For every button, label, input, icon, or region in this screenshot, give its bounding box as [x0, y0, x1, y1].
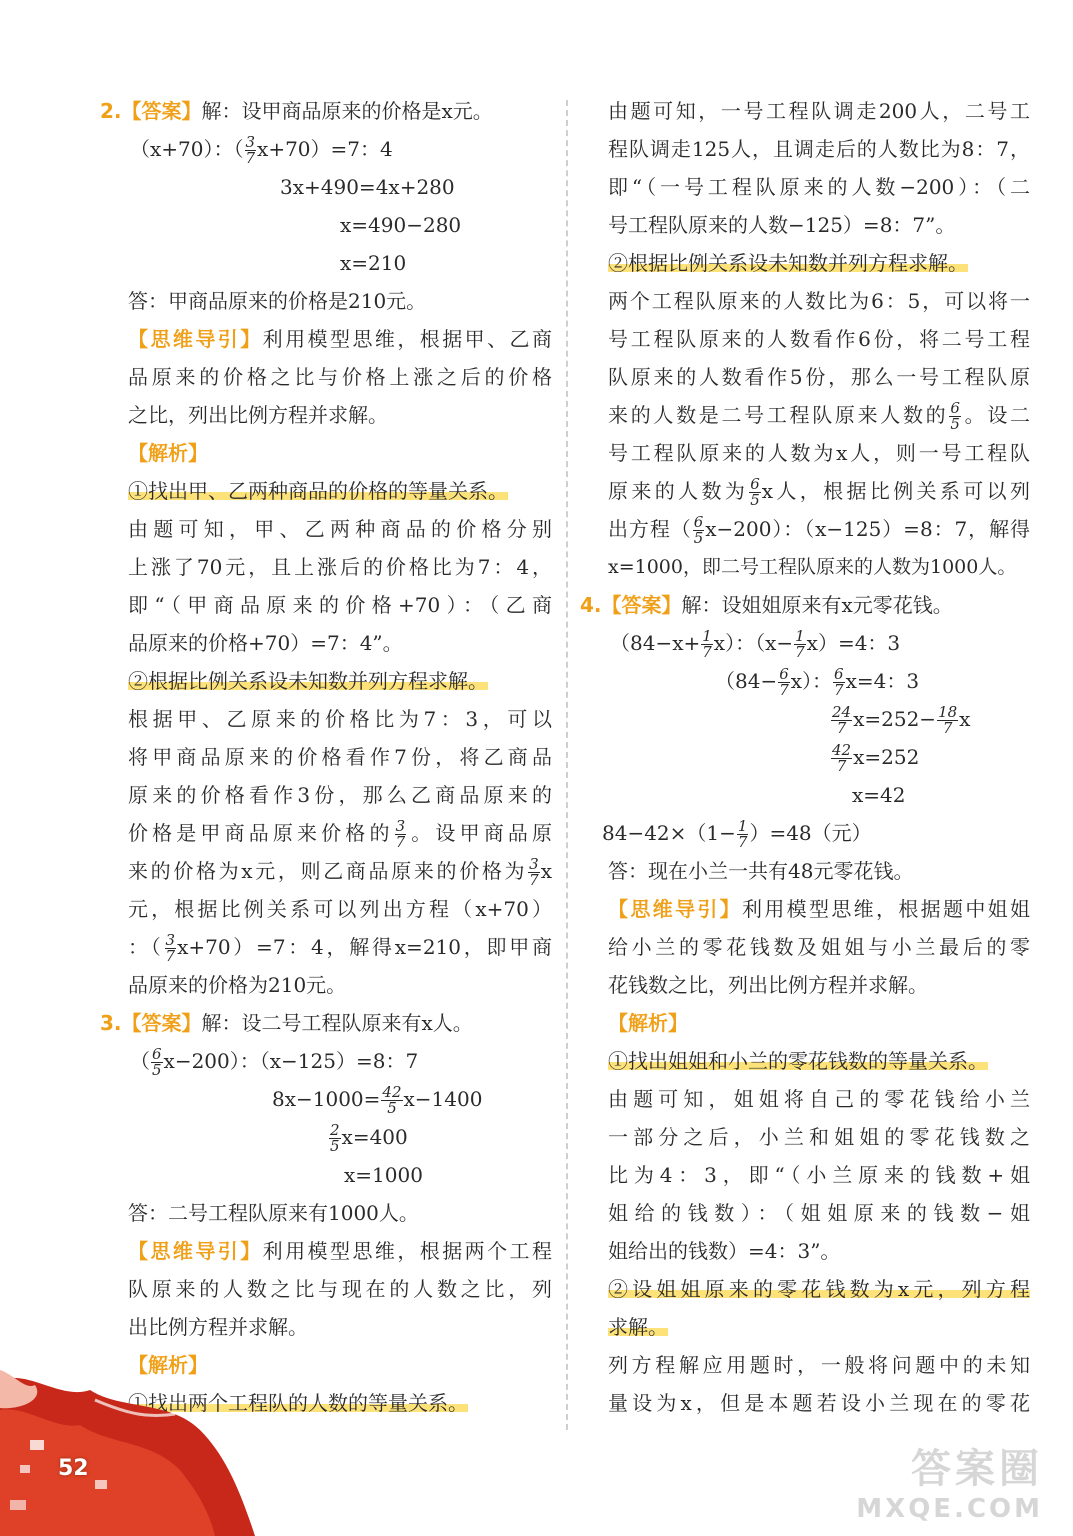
q3-heading: 3.【答案】解：设二号工程队原来有x人。 — [100, 1011, 473, 1035]
corner-decoration-icon — [0, 1370, 260, 1536]
q2-step2: ②根据比例关系设未知数并列方程求解。 — [128, 669, 488, 693]
q4-s1-l4: 姐给的钱数）：（姐姐原来的钱数−姐 — [608, 1201, 1030, 1225]
fraction: $\frac{3}{7}$ — [245, 133, 256, 167]
q4-step2: ②设姐姐原来的零花钱数为x元，列方程 — [608, 1277, 1030, 1301]
q4-eq2: （84− $\frac{6}{7}$ x）： $\frac{6}{7}$ x=4：3 — [715, 665, 920, 699]
q2-answer: 答：甲商品原来的价格是210元。 — [128, 289, 427, 313]
q4-eq5: x=42 — [852, 783, 906, 807]
q3c-step2: ②根据比例关系设未知数并列方程求解。 — [608, 251, 968, 275]
q2-step1: ①找出甲、乙两种商品的价格的等量关系。 — [128, 479, 508, 503]
q2-think-3: 之比，列出比例方程并求解。 — [128, 403, 388, 427]
q4-calc: 84−42×（1− $\frac{1}{7}$ ）=48（元） — [602, 817, 872, 851]
q4-eq1: （84−x+ $\frac{1}{7}$ x）：（x− $\frac{1}{7}$ x）=4：3 — [610, 627, 901, 661]
q2-s2-l5: 来的价格为x元，则乙商品原来的价格为 $\frac{3}{7}$ x — [128, 855, 552, 889]
q2-eq1: （x+70）：（ $\frac{3}{7}$ x+70）=7：4 — [130, 133, 393, 167]
q2-heading: 2.【答案】解：设甲商品原来的价格是x元。 — [100, 99, 493, 123]
q2-s2-l8: 品原来的价格为210元。 — [128, 973, 347, 997]
q3-eq4: x=1000 — [344, 1163, 423, 1187]
q3-jiexi-tag: 【解析】 — [128, 1353, 208, 1377]
q2-s2-l6: 元，根据比例关系可以列出方程（x+70） — [128, 897, 552, 921]
q3c-l5: 两个工程队原来的人数比为6：5，可以将一 — [608, 289, 1030, 313]
q2-s2-l3: 原来的价格看作3份，那么乙商品原来的 — [128, 783, 552, 807]
q3-eq2: 8x−1000= $\frac{42}{5}$ x−1400 — [272, 1083, 483, 1117]
q4-think: 【思维导引】利用模型思维，根据题中姐姐 — [608, 897, 1030, 921]
q4-s1-l2: 一部分之后，小兰和姐姐的零花钱数之 — [608, 1125, 1030, 1149]
q4-s1-l1: 由题可知，姐姐将自己的零花钱给小兰 — [608, 1087, 1030, 1111]
q4-step2-b: 求解。 — [608, 1315, 668, 1339]
q2-eq3: x=490−280 — [340, 213, 462, 237]
q3c-l4: 号工程队原来的人数−125）=8：7”。 — [608, 213, 956, 237]
q2-s2-l2: 将甲商品原来的价格看作7份，将乙商品 — [128, 745, 552, 769]
q3-think: 【思维导引】利用模型思维，根据两个工程 — [128, 1239, 553, 1263]
q4-s2-l1: 列方程解应用题时，一般将问题中的未知 — [608, 1353, 1030, 1377]
q4-s1-l5: 姐给出的钱数）=4：3”。 — [608, 1239, 841, 1263]
q4-answer: 答：现在小兰一共有48元零花钱。 — [608, 859, 914, 883]
q3-think-3: 出比例方程并求解。 — [128, 1315, 308, 1339]
q3c-l1: 由题可知，一号工程队调走200人，二号工 — [608, 99, 1030, 123]
q4-think-2: 给小兰的零花钱数及姐姐与小兰最后的零 — [608, 935, 1030, 959]
q3c-l7: 队原来的人数看作5份，那么一号工程队原 — [608, 365, 1030, 389]
q3c-l12: x=1000，即二号工程队原来的人数为1000人。 — [608, 556, 1017, 578]
q3c-l11: 出方程（ $\frac{6}{5}$ x−200）：（x−125）=8：7，解得 — [608, 513, 1030, 547]
q3-think-2: 队原来的人数之比与现在的人数之比，列 — [128, 1277, 552, 1301]
column-divider — [566, 100, 568, 1430]
q2-jiexi-tag: 【解析】 — [128, 441, 208, 465]
q3-eq1: （ $\frac{6}{5}$ x−200）：（x−125）=8：7 — [130, 1045, 419, 1079]
q4-heading: 4.【答案】解：设姐姐原来有x元零花钱。 — [580, 593, 953, 617]
right-column — [580, 92, 1030, 1422]
q4-think-3: 花钱数之比，列出比例方程并求解。 — [608, 973, 928, 997]
q4-jiexi-tag: 【解析】 — [608, 1011, 688, 1035]
q2-eq2: 3x+490=4x+280 — [280, 175, 455, 199]
q2-think-2: 品原来的价格之比与价格上涨之后的价格 — [128, 365, 552, 389]
watermark: 答案圈 MXQE.COM — [856, 1446, 1043, 1524]
q2-eq4: x=210 — [340, 251, 407, 275]
q4-eq3: $\frac{24}{7}$ x=252− $\frac{18}{7}$ x — [832, 703, 971, 737]
q3-eq3: $\frac{2}{5}$ x=400 — [330, 1121, 408, 1155]
q4-s2-l2: 量设为x，但是本题若设小兰现在的零花 — [608, 1391, 1030, 1415]
q2-s1-l1: 由题可知，甲、乙两种商品的价格分别 — [128, 517, 552, 541]
q2-s1-l3: 即“（甲商品原来的价格+70）：（乙商 — [128, 593, 552, 617]
q3c-l9: 号工程队原来的人数为x人，则一号工程队 — [608, 441, 1030, 465]
q2-s2-l7: ：（ $\frac{3}{7}$ x+70）=7：4，解得x=210，即甲商 — [128, 931, 553, 965]
q4-step1: ①找出姐姐和小兰的零花钱数的等量关系。 — [608, 1049, 988, 1073]
q3c-l8: 来的人数是二号工程队原来人数的 $\frac{6}{5}$ 。设二 — [608, 399, 1031, 433]
q2-think: 【思维导引】利用模型思维，根据甲、乙商 — [128, 327, 553, 351]
left-column — [100, 92, 552, 1422]
q3c-l3: 即“（一号工程队原来的人数−200）：（二 — [608, 175, 1030, 199]
q3c-l6: 号工程队原来的人数看作6份，将二号工程 — [608, 327, 1030, 351]
q4-s1-l3: 比为4：3，即“（小兰原来的钱数+姐 — [608, 1163, 1030, 1187]
q4-eq4: $\frac{42}{7}$ x=252 — [832, 741, 920, 775]
q2-s2-l4: 价格是甲商品原来价格的 $\frac{3}{7}$ 。设甲商品原 — [128, 817, 553, 851]
q3c-l2: 程队调走125人，且调走后的人数比为8：7， — [608, 137, 1030, 161]
q2-s1-l4: 品原来的价格+70）=7：4”。 — [128, 631, 403, 655]
q2-s2-l1: 根据甲、乙原来的价格比为7：3，可以 — [128, 707, 552, 731]
q3c-l10: 原来的人数为 $\frac{6}{5}$ x人，根据比例关系可以列 — [608, 475, 1031, 509]
page-number: 52 — [58, 1456, 89, 1481]
q3-step1: ①找出两个工程队的人数的等量关系。 — [128, 1391, 468, 1415]
q3-answer: 答：二号工程队原来有1000人。 — [128, 1201, 419, 1225]
q2-s1-l2: 上涨了70元，且上涨后的价格比为7：4， — [128, 555, 552, 579]
